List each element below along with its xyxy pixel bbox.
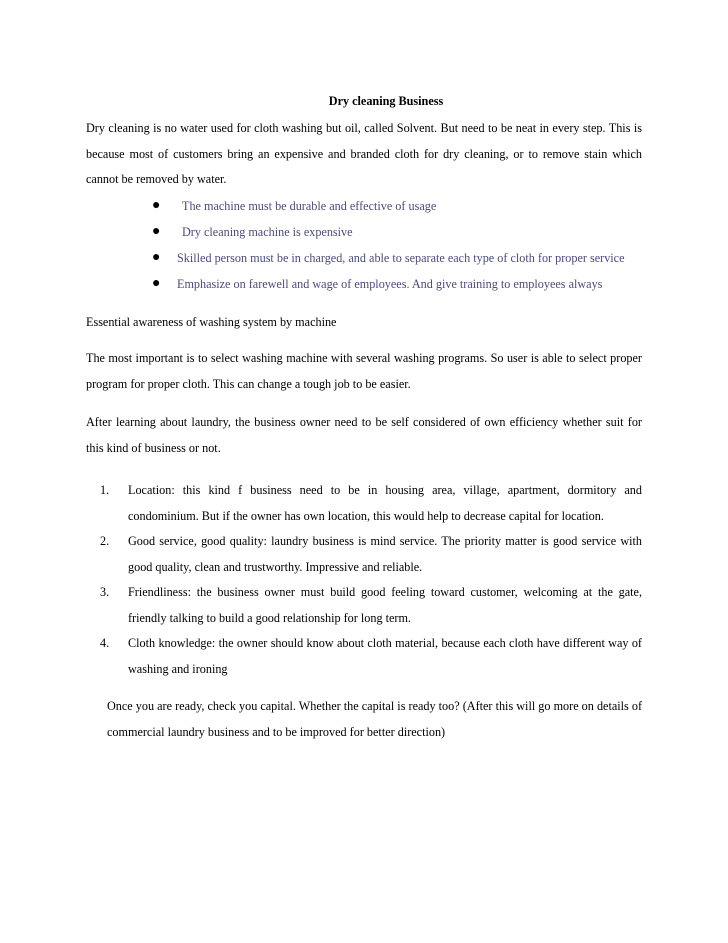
bullet-text: Emphasize on farewell and wage of employees. And give training to employees always [177,277,603,291]
section-heading: Essential awareness of washing system by machine [86,315,337,329]
bullet-item [86,193,686,219]
bullet-icon: ● [152,276,161,291]
item-number: 4. [100,636,110,650]
item-number: 1. [100,483,110,497]
machine-paragraph: The most important is to select washing machine with several washing programs. So user is able to select proper program for proper cloth. This can change a tough job to be easier. [86,351,642,391]
item-text: Friendliness: the business owner must build good feeling toward customer, welcoming at the gate, friendly talking to build a good relationship for long term. [128,585,642,625]
document-title: Dry cleaning Business [328,94,444,108]
learning-paragraph: After learning about laundry, the business owner need to be self considered of own efficiency whether suit for this kind of business or not. [86,415,642,455]
numbered-list [86,478,642,682]
item-text: Good service, good quality: laundry business is mind service. The priority matter is good service with good quality, clean and trustworthy. Impressive and reliable. [128,534,642,574]
intro-paragraph: Dry cleaning is no water used for cloth washing but oil, called Solvent. But need to be neat in every step. This is because most of customers bring an expensive and branded cloth for dry cleaning, or to remove stain which cannot be removed by water. [86,121,642,186]
bullet-icon: ● [152,224,161,239]
bullet-icon: ● [152,250,161,265]
bullet-item [86,271,686,297]
bullet-item [86,219,686,245]
item-number: 2. [100,534,110,548]
bullet-text: Dry cleaning machine is expensive [182,225,353,239]
numbered-item [86,478,642,529]
item-number: 3. [100,585,110,599]
bullet-text: Skilled person must be in charged, and able to separate each type of cloth for proper service [177,251,625,265]
item-text: Location: this kind f business need to be in housing area, village, apartment, dormitory and condominium. But if the owner has own location, this would help to decrease capital for location. [128,483,642,523]
bullet-icon: ● [152,198,161,213]
bullet-text: The machine must be durable and effective of usage [182,199,437,213]
numbered-item [86,631,642,682]
item-text: Cloth knowledge: the owner should know about cloth material, because each cloth have different way of washing and ironing [128,636,642,676]
bullet-item [86,245,686,271]
closing-paragraph: Once you are ready, check you capital. Whether the capital is ready too? (After this will go more on details of commercial laundry business and to be improved for better direction) [107,699,642,739]
numbered-item [86,580,642,631]
bullet-list [86,193,686,297]
numbered-item [86,529,642,580]
